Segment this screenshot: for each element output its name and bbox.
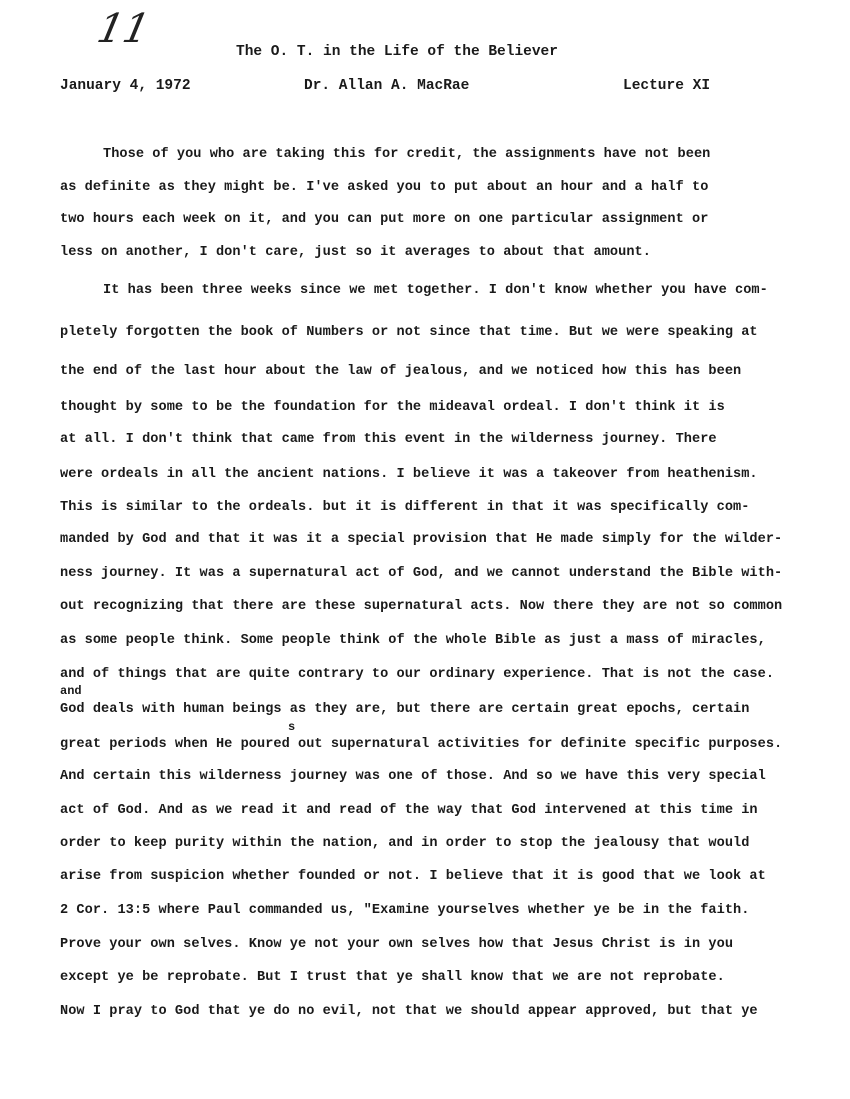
handwritten-insert-s: s bbox=[288, 720, 296, 734]
body-line: thought by some to be the foundation for the mideaval ordeal. I don't think it is bbox=[60, 400, 725, 415]
body-line: manded by God and that it was it a special provision that He made simply for the wilder- bbox=[60, 532, 783, 547]
body-line: order to keep purity within the nation, and in order to stop the jealousy that would bbox=[60, 836, 750, 851]
body-line: arise from suspicion whether founded or not. I believe that it is good that we look at bbox=[60, 869, 766, 884]
body-line: great periods when He poured out supernatural activities for definite specific purposes. bbox=[60, 737, 783, 752]
body-line: Those of you who are taking this for credit, the assignments have not been bbox=[103, 147, 711, 162]
handwritten-page-mark: 11 bbox=[93, 6, 154, 52]
body-line: act of God. And as we read it and read of the way that God intervened at this time in bbox=[60, 803, 758, 818]
body-line: and of things that are quite contrary to our ordinary experience. That is not the case. bbox=[60, 667, 775, 682]
lecture-author: Dr. Allan A. MacRae bbox=[304, 78, 470, 94]
handwritten-insert-and: and bbox=[60, 684, 82, 698]
body-line: except ye be reprobate. But I trust that ye shall know that we are not reprobate. bbox=[60, 970, 725, 985]
body-line: Now I pray to God that ye do no evil, not that we should appear approved, but that ye bbox=[60, 1004, 758, 1019]
body-line: 2 Cor. 13:5 where Paul commanded us, "Examine yourselves whether ye be in the faith. bbox=[60, 903, 750, 918]
body-line: ness journey. It was a supernatural act of God, and we cannot understand the Bible with- bbox=[60, 566, 783, 581]
body-line: at all. I don't think that came from this event in the wilderness journey. There bbox=[60, 432, 717, 447]
body-line: out recognizing that there are these supernatural acts. Now there they are not so common bbox=[60, 599, 783, 614]
body-line: two hours each week on it, and you can put more on one particular assignment or bbox=[60, 212, 709, 227]
body-line: Prove your own selves. Know ye not your own selves how that Jesus Christ is in you bbox=[60, 937, 734, 952]
body-line: less on another, I don't care, just so it averages to about that amount. bbox=[60, 245, 651, 260]
lecture-date: January 4, 1972 bbox=[60, 78, 191, 94]
body-line: It has been three weeks since we met together. I don't know whether you have com- bbox=[103, 283, 768, 298]
body-line: were ordeals in all the ancient nations. I believe it was a takeover from heathenism. bbox=[60, 467, 758, 482]
body-line: pletely forgotten the book of Numbers or not since that time. But we were speaking at bbox=[60, 325, 758, 340]
body-line: And certain this wilderness journey was one of those. And so we have this very special bbox=[60, 769, 766, 784]
body-line: as definite as they might be. I've asked you to put about an hour and a half to bbox=[60, 180, 709, 195]
lecture-number: Lecture XI bbox=[623, 78, 711, 94]
body-line: God deals with human beings as they are, but there are certain great epochs, certain bbox=[60, 702, 750, 717]
body-line: the end of the last hour about the law of jealous, and we noticed how this has been bbox=[60, 364, 742, 379]
body-line: as some people think. Some people think of the whole Bible as just a mass of miracles, bbox=[60, 633, 766, 648]
document-title: The O. T. in the Life of the Believer bbox=[236, 44, 558, 60]
body-line: This is similar to the ordeals. but it is different in that it was specifically com- bbox=[60, 500, 750, 515]
